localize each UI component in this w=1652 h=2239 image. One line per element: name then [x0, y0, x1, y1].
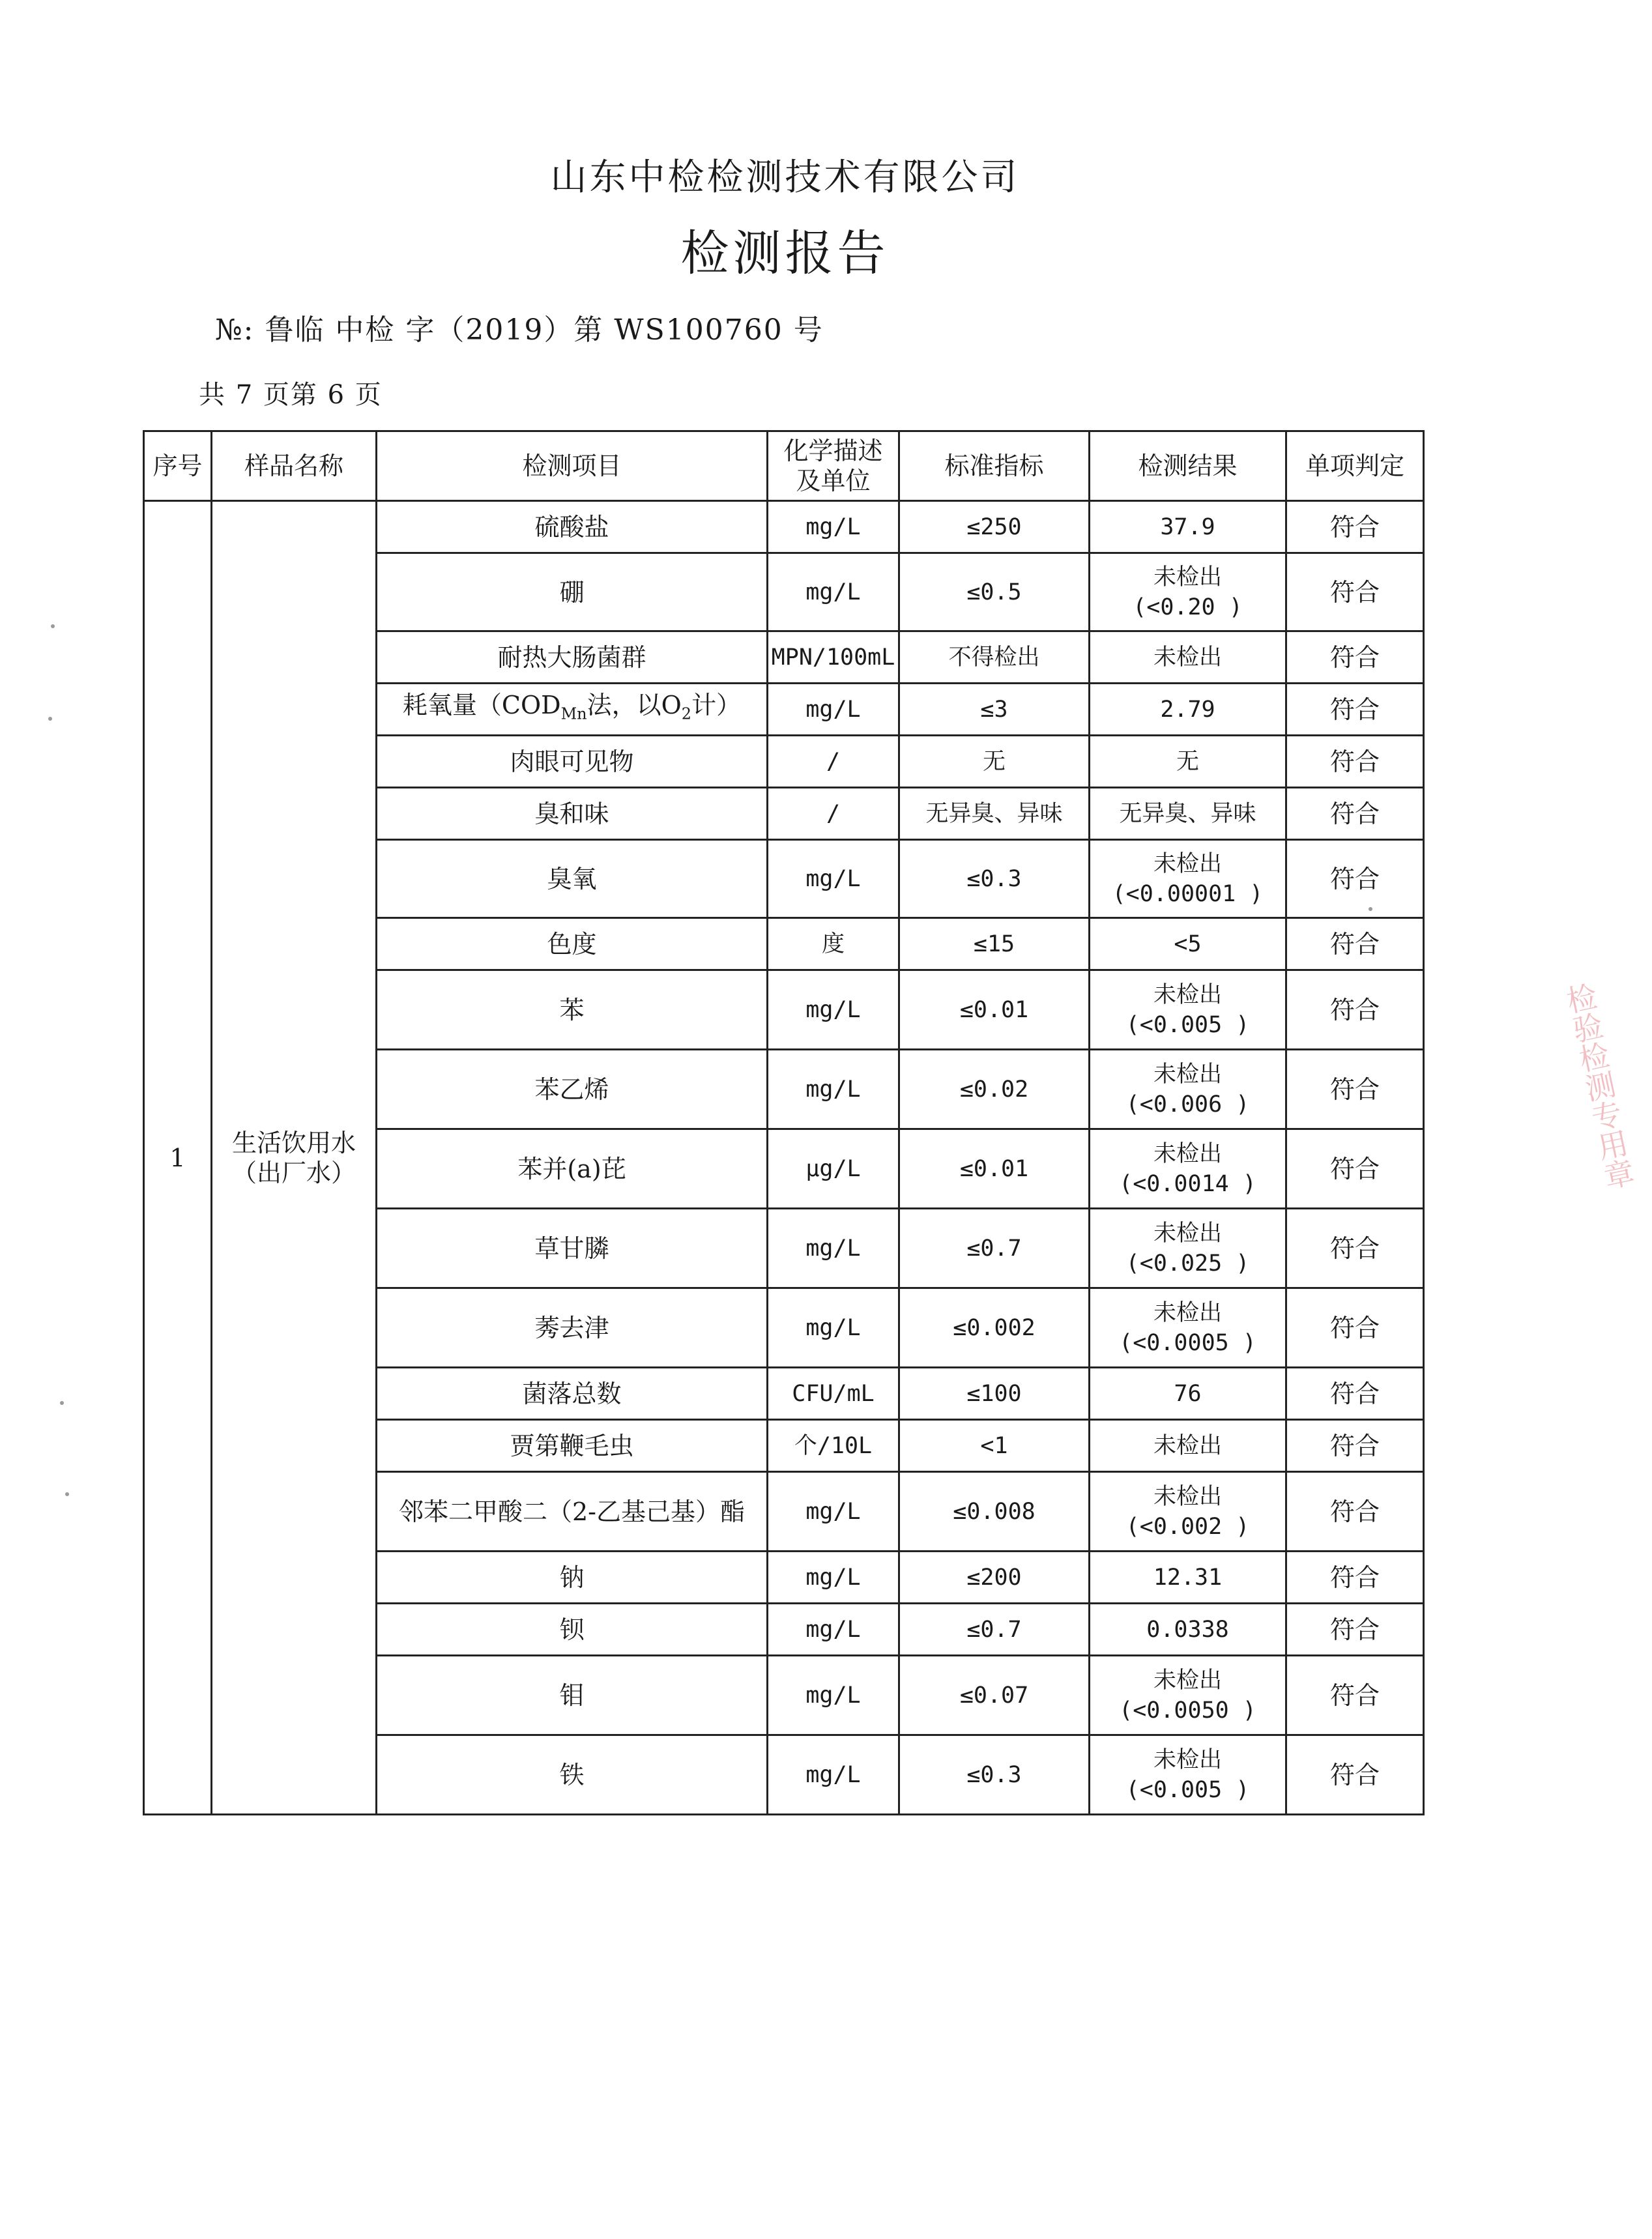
standard-limit: ≤0.002 — [899, 1288, 1090, 1368]
test-item: 苯并(a)芘 — [377, 1129, 768, 1209]
unit: mg/L — [768, 1209, 899, 1288]
test-item: 贾第鞭毛虫 — [377, 1420, 768, 1472]
test-result-detection-limit: (<0.0050 ) — [1119, 1697, 1256, 1724]
test-result-value: 未检出 — [1153, 644, 1222, 671]
test-result — [1090, 1604, 1286, 1656]
test-item: 臭和味 — [377, 788, 768, 840]
header-unit-line1: 化学描述 — [783, 437, 883, 465]
judgement: 符合 — [1286, 1656, 1424, 1735]
unit: 度 — [768, 918, 899, 970]
header-unit — [768, 431, 899, 501]
header-row — [144, 431, 1424, 501]
sample-name-line1: 生活饮用水 — [231, 1128, 356, 1157]
test-result-detection-limit: (<0.0005 ) — [1119, 1329, 1256, 1356]
test-result — [1090, 553, 1286, 631]
test-result-value: 未检出 — [1153, 1061, 1222, 1088]
standard-limit: 不得检出 — [899, 631, 1090, 684]
header-standard: 标准指标 — [899, 431, 1090, 501]
test-item: 苯 — [377, 970, 768, 1050]
test-item: 苯乙烯 — [377, 1050, 768, 1129]
sample-name — [212, 501, 377, 1815]
header-judgement: 单项判定 — [1286, 431, 1424, 501]
test-result-value: 无异臭、异味 — [1119, 800, 1256, 827]
standard-limit: ≤0.07 — [899, 1656, 1090, 1735]
standard-limit: ≤0.02 — [899, 1050, 1090, 1129]
unit: mg/L — [768, 1735, 899, 1815]
results-table — [143, 430, 1425, 1815]
test-item-text: 耗氧量（COD — [402, 690, 561, 719]
test-result — [1090, 1552, 1286, 1604]
test-item: 钠 — [377, 1552, 768, 1604]
header-seq: 序号 — [144, 431, 212, 501]
unit: / — [768, 788, 899, 840]
judgement: 符合 — [1286, 1472, 1424, 1552]
standard-limit: ≤15 — [899, 918, 1090, 970]
judgement: 符合 — [1286, 788, 1424, 840]
test-result-value: 未检出 — [1153, 1667, 1222, 1694]
standard-limit: ≤3 — [899, 684, 1090, 736]
standard-limit: ≤0.01 — [899, 970, 1090, 1050]
stamp-seal: 检验检测专用章 — [1559, 979, 1638, 1193]
unit: mg/L — [768, 501, 899, 553]
unit: CFU/mL — [768, 1368, 899, 1420]
judgement: 符合 — [1286, 684, 1424, 736]
standard-limit: 无 — [899, 736, 1090, 788]
judgement: 符合 — [1286, 918, 1424, 970]
test-result — [1090, 1656, 1286, 1735]
test-result — [1090, 501, 1286, 553]
test-result — [1090, 1735, 1286, 1815]
judgement: 符合 — [1286, 1129, 1424, 1209]
table-row — [144, 501, 1424, 553]
test-item: 莠去津 — [377, 1288, 768, 1368]
judgement: 符合 — [1286, 553, 1424, 631]
test-result-value: 未检出 — [1153, 1299, 1222, 1326]
page-info: 共 7 页第 6 页 — [199, 380, 383, 410]
test-result-detection-limit: (<0.006 ) — [1125, 1091, 1250, 1118]
test-result-detection-limit: (<0.005 ) — [1125, 1011, 1250, 1038]
unit: MPN/100mL — [768, 631, 899, 684]
unit: 个/10L — [768, 1420, 899, 1472]
test-result-value: 未检出 — [1153, 1140, 1222, 1167]
standard-limit: ≤0.5 — [899, 553, 1090, 631]
report-number: №: 鲁临 中检 字（2019）第 WS100760 号 — [215, 313, 824, 347]
test-result — [1090, 1368, 1286, 1420]
standard-limit: ≤250 — [899, 501, 1090, 553]
test-result — [1090, 1420, 1286, 1472]
judgement: 符合 — [1286, 1368, 1424, 1420]
sample-seq: 1 — [144, 501, 212, 1815]
scan-speck — [65, 1492, 69, 1496]
test-result — [1090, 840, 1286, 918]
test-item-text-mid: 法，以O — [587, 690, 682, 719]
test-result — [1090, 684, 1286, 736]
test-result-value: 未检出 — [1153, 1432, 1222, 1459]
test-result — [1090, 1209, 1286, 1288]
test-item: 钡 — [377, 1604, 768, 1656]
test-result-value: 0.0338 — [1146, 1616, 1229, 1643]
judgement: 符合 — [1286, 1552, 1424, 1604]
test-result-value: <5 — [1174, 931, 1202, 957]
test-result — [1090, 788, 1286, 840]
company-name: 山东中检检测技术有限公司 — [550, 156, 1020, 199]
test-result — [1090, 1472, 1286, 1552]
standard-limit: ≤0.3 — [899, 1735, 1090, 1815]
unit: μg/L — [768, 1129, 899, 1209]
standard-limit: <1 — [899, 1420, 1090, 1472]
test-result-value: 2.79 — [1160, 696, 1215, 723]
test-result-detection-limit: (<0.0014 ) — [1119, 1170, 1256, 1197]
test-item — [377, 684, 768, 736]
unit: / — [768, 736, 899, 788]
unit: mg/L — [768, 1288, 899, 1368]
judgement: 符合 — [1286, 1209, 1424, 1288]
judgement: 符合 — [1286, 501, 1424, 553]
test-item: 臭氧 — [377, 840, 768, 918]
test-item: 肉眼可见物 — [377, 736, 768, 788]
header-item: 检测项目 — [377, 431, 768, 501]
test-result-detection-limit: (<0.002 ) — [1125, 1513, 1250, 1540]
test-result-value: 无 — [1176, 748, 1199, 775]
test-item-subscript: Mn — [560, 704, 587, 723]
test-result — [1090, 1288, 1286, 1368]
unit: mg/L — [768, 1050, 899, 1129]
judgement: 符合 — [1286, 840, 1424, 918]
test-result — [1090, 970, 1286, 1050]
test-result-value: 未检出 — [1153, 850, 1222, 877]
test-result-value: 未检出 — [1153, 564, 1222, 590]
judgement: 符合 — [1286, 1735, 1424, 1815]
test-result-detection-limit: (<0.00001 ) — [1112, 880, 1264, 907]
standard-limit: ≤0.3 — [899, 840, 1090, 918]
standard-limit: ≤0.7 — [899, 1209, 1090, 1288]
test-result — [1090, 736, 1286, 788]
test-item: 钼 — [377, 1656, 768, 1735]
judgement: 符合 — [1286, 1288, 1424, 1368]
judgement: 符合 — [1286, 1420, 1424, 1472]
scan-speck — [1369, 907, 1372, 911]
test-item: 色度 — [377, 918, 768, 970]
sample-name-line2: （出厂水） — [231, 1158, 356, 1187]
unit: mg/L — [768, 553, 899, 631]
test-result-value: 12.31 — [1153, 1564, 1223, 1591]
standard-limit: ≤200 — [899, 1552, 1090, 1604]
test-result — [1090, 1050, 1286, 1129]
unit: mg/L — [768, 1604, 899, 1656]
test-item-subscript-2: 2 — [681, 704, 692, 723]
scan-speck — [51, 624, 55, 628]
unit: mg/L — [768, 840, 899, 918]
test-item: 铁 — [377, 1735, 768, 1815]
unit: mg/L — [768, 684, 899, 736]
test-item: 菌落总数 — [377, 1368, 768, 1420]
test-item: 耐热大肠菌群 — [377, 631, 768, 684]
unit: mg/L — [768, 1472, 899, 1552]
scan-speck — [48, 717, 52, 721]
judgement: 符合 — [1286, 1604, 1424, 1656]
judgement: 符合 — [1286, 736, 1424, 788]
table-body — [144, 501, 1424, 1815]
test-result-detection-limit: (<0.20 ) — [1133, 594, 1243, 620]
test-result-value: 未检出 — [1153, 1483, 1222, 1510]
test-result — [1090, 1129, 1286, 1209]
unit: mg/L — [768, 1656, 899, 1735]
standard-limit: 无异臭、异味 — [899, 788, 1090, 840]
test-result-detection-limit: (<0.025 ) — [1125, 1250, 1250, 1277]
test-result-detection-limit: (<0.005 ) — [1125, 1776, 1250, 1803]
judgement: 符合 — [1286, 970, 1424, 1050]
test-item-text-end: 计） — [691, 690, 742, 719]
header-result: 检测结果 — [1090, 431, 1286, 501]
test-item: 硫酸盐 — [377, 501, 768, 553]
test-result-value: 37.9 — [1160, 513, 1215, 540]
test-result-value: 未检出 — [1153, 1746, 1222, 1773]
report-title: 检测报告 — [680, 225, 890, 282]
test-item: 邻苯二甲酸二（2-乙基己基）酯 — [377, 1472, 768, 1552]
test-item: 硼 — [377, 553, 768, 631]
header-sample-name: 样品名称 — [212, 431, 377, 501]
scan-speck — [60, 1401, 64, 1405]
judgement: 符合 — [1286, 631, 1424, 684]
test-result-value: 未检出 — [1153, 1220, 1222, 1247]
unit: mg/L — [768, 970, 899, 1050]
test-result — [1090, 631, 1286, 684]
unit: mg/L — [768, 1552, 899, 1604]
standard-limit: ≤0.7 — [899, 1604, 1090, 1656]
standard-limit: ≤100 — [899, 1368, 1090, 1420]
header-unit-line2: 及单位 — [796, 467, 871, 495]
judgement: 符合 — [1286, 1050, 1424, 1129]
standard-limit: ≤0.008 — [899, 1472, 1090, 1552]
test-result-value: 未检出 — [1153, 981, 1222, 1008]
test-item: 草甘膦 — [377, 1209, 768, 1288]
test-result-value: 76 — [1174, 1380, 1202, 1407]
standard-limit: ≤0.01 — [899, 1129, 1090, 1209]
test-result — [1090, 918, 1286, 970]
